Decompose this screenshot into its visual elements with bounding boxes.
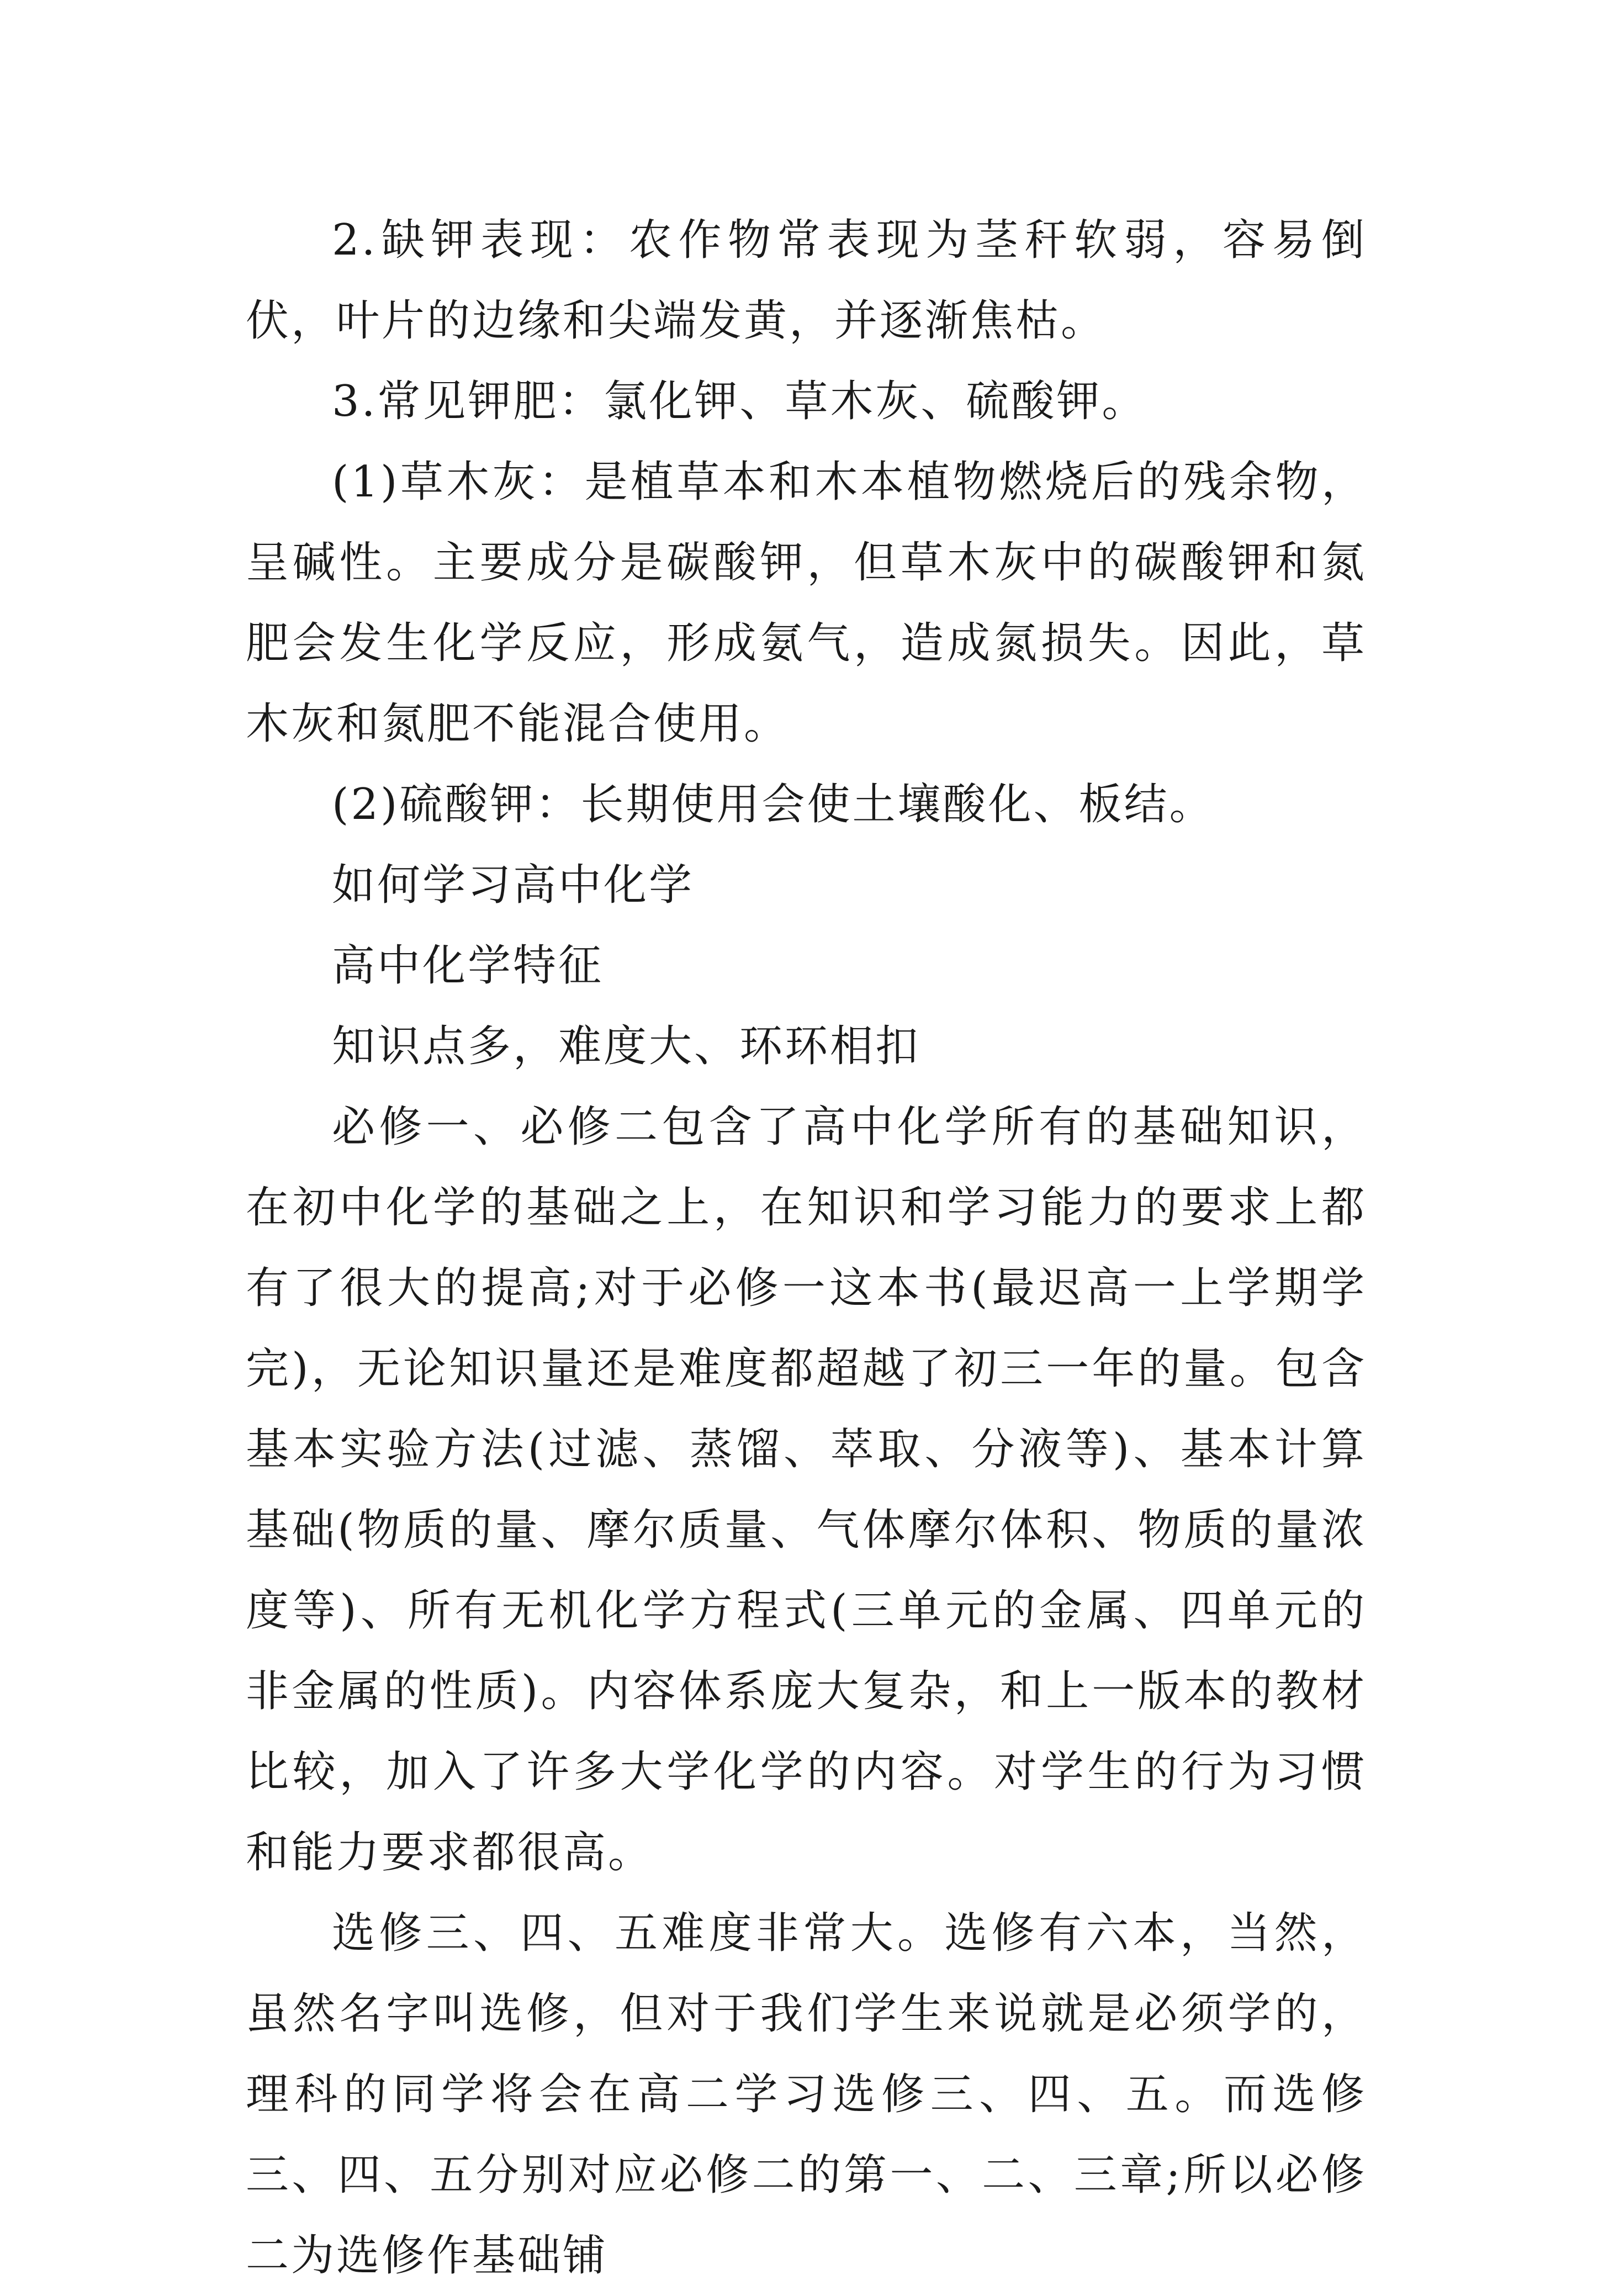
paragraph-compulsory-courses: 必修一、必修二包含了高中化学所有的基础知识，在初中化学的基础之上，在知识和学习能力的要求上都有了很大的提高;对于必修一这本书(最迟高一上学期学完)，无论知识量还是难度都超越了初三一年的量。包含基本实验方法(过滤、蒸馏、萃取、分液等)、基本计算基础(物质的量、摩尔质量、气体摩尔体积、物质的量浓度等)、所有无机化学方程式(三单元的金属、四单元的非金属的性质)。内容体系庞大复杂，和上一版本的教材比较，加入了许多大学化学的内容。对学生的行为习惯和能力要求都很高。: [246, 1102, 1367, 1877]
paragraph-common-potash-fertilizers: 3.常见钾肥：氯化钾、草木灰、硫酸钾。: [332, 377, 1147, 426]
paragraph-elective-courses: 选修三、四、五难度非常大。选修有六本，当然，虽然名字叫选修，但对于我们学生来说就是必须学的，理科的同学将会在高二学习选修三、四、五。而选修三、四、五分别对应必修二的第一、二、三章;所以必修二为选修作基础铺: [246, 1908, 1367, 2281]
paragraph-knowledge-points: 知识点多，难度大、环环相扣: [332, 1022, 921, 1071]
paragraph-potassium-sulfate: (2)硫酸钾：长期使用会使土壤酸化、板结。: [332, 780, 1215, 829]
paragraph-potassium-deficiency: 2.缺钾表现：农作物常表现为茎秆软弱，容易倒伏，叶片的边缘和尖端发黄，并逐渐焦枯。: [246, 215, 1367, 346]
heading-how-to-learn-chemistry: 如何学习高中化学: [332, 860, 695, 910]
heading-chemistry-features: 高中化学特征: [332, 941, 604, 991]
document-body: [246, 200, 1367, 2296]
paragraph-plant-ash: (1)草木灰：是植草本和木本植物燃烧后的残余物，呈碱性。主要成分是碳酸钾，但草木灰中的碳酸钾和氮肥会发生化学反应，形成氨气，造成氮损失。因此，草木灰和氮肥不能混合使用。: [246, 457, 1367, 749]
